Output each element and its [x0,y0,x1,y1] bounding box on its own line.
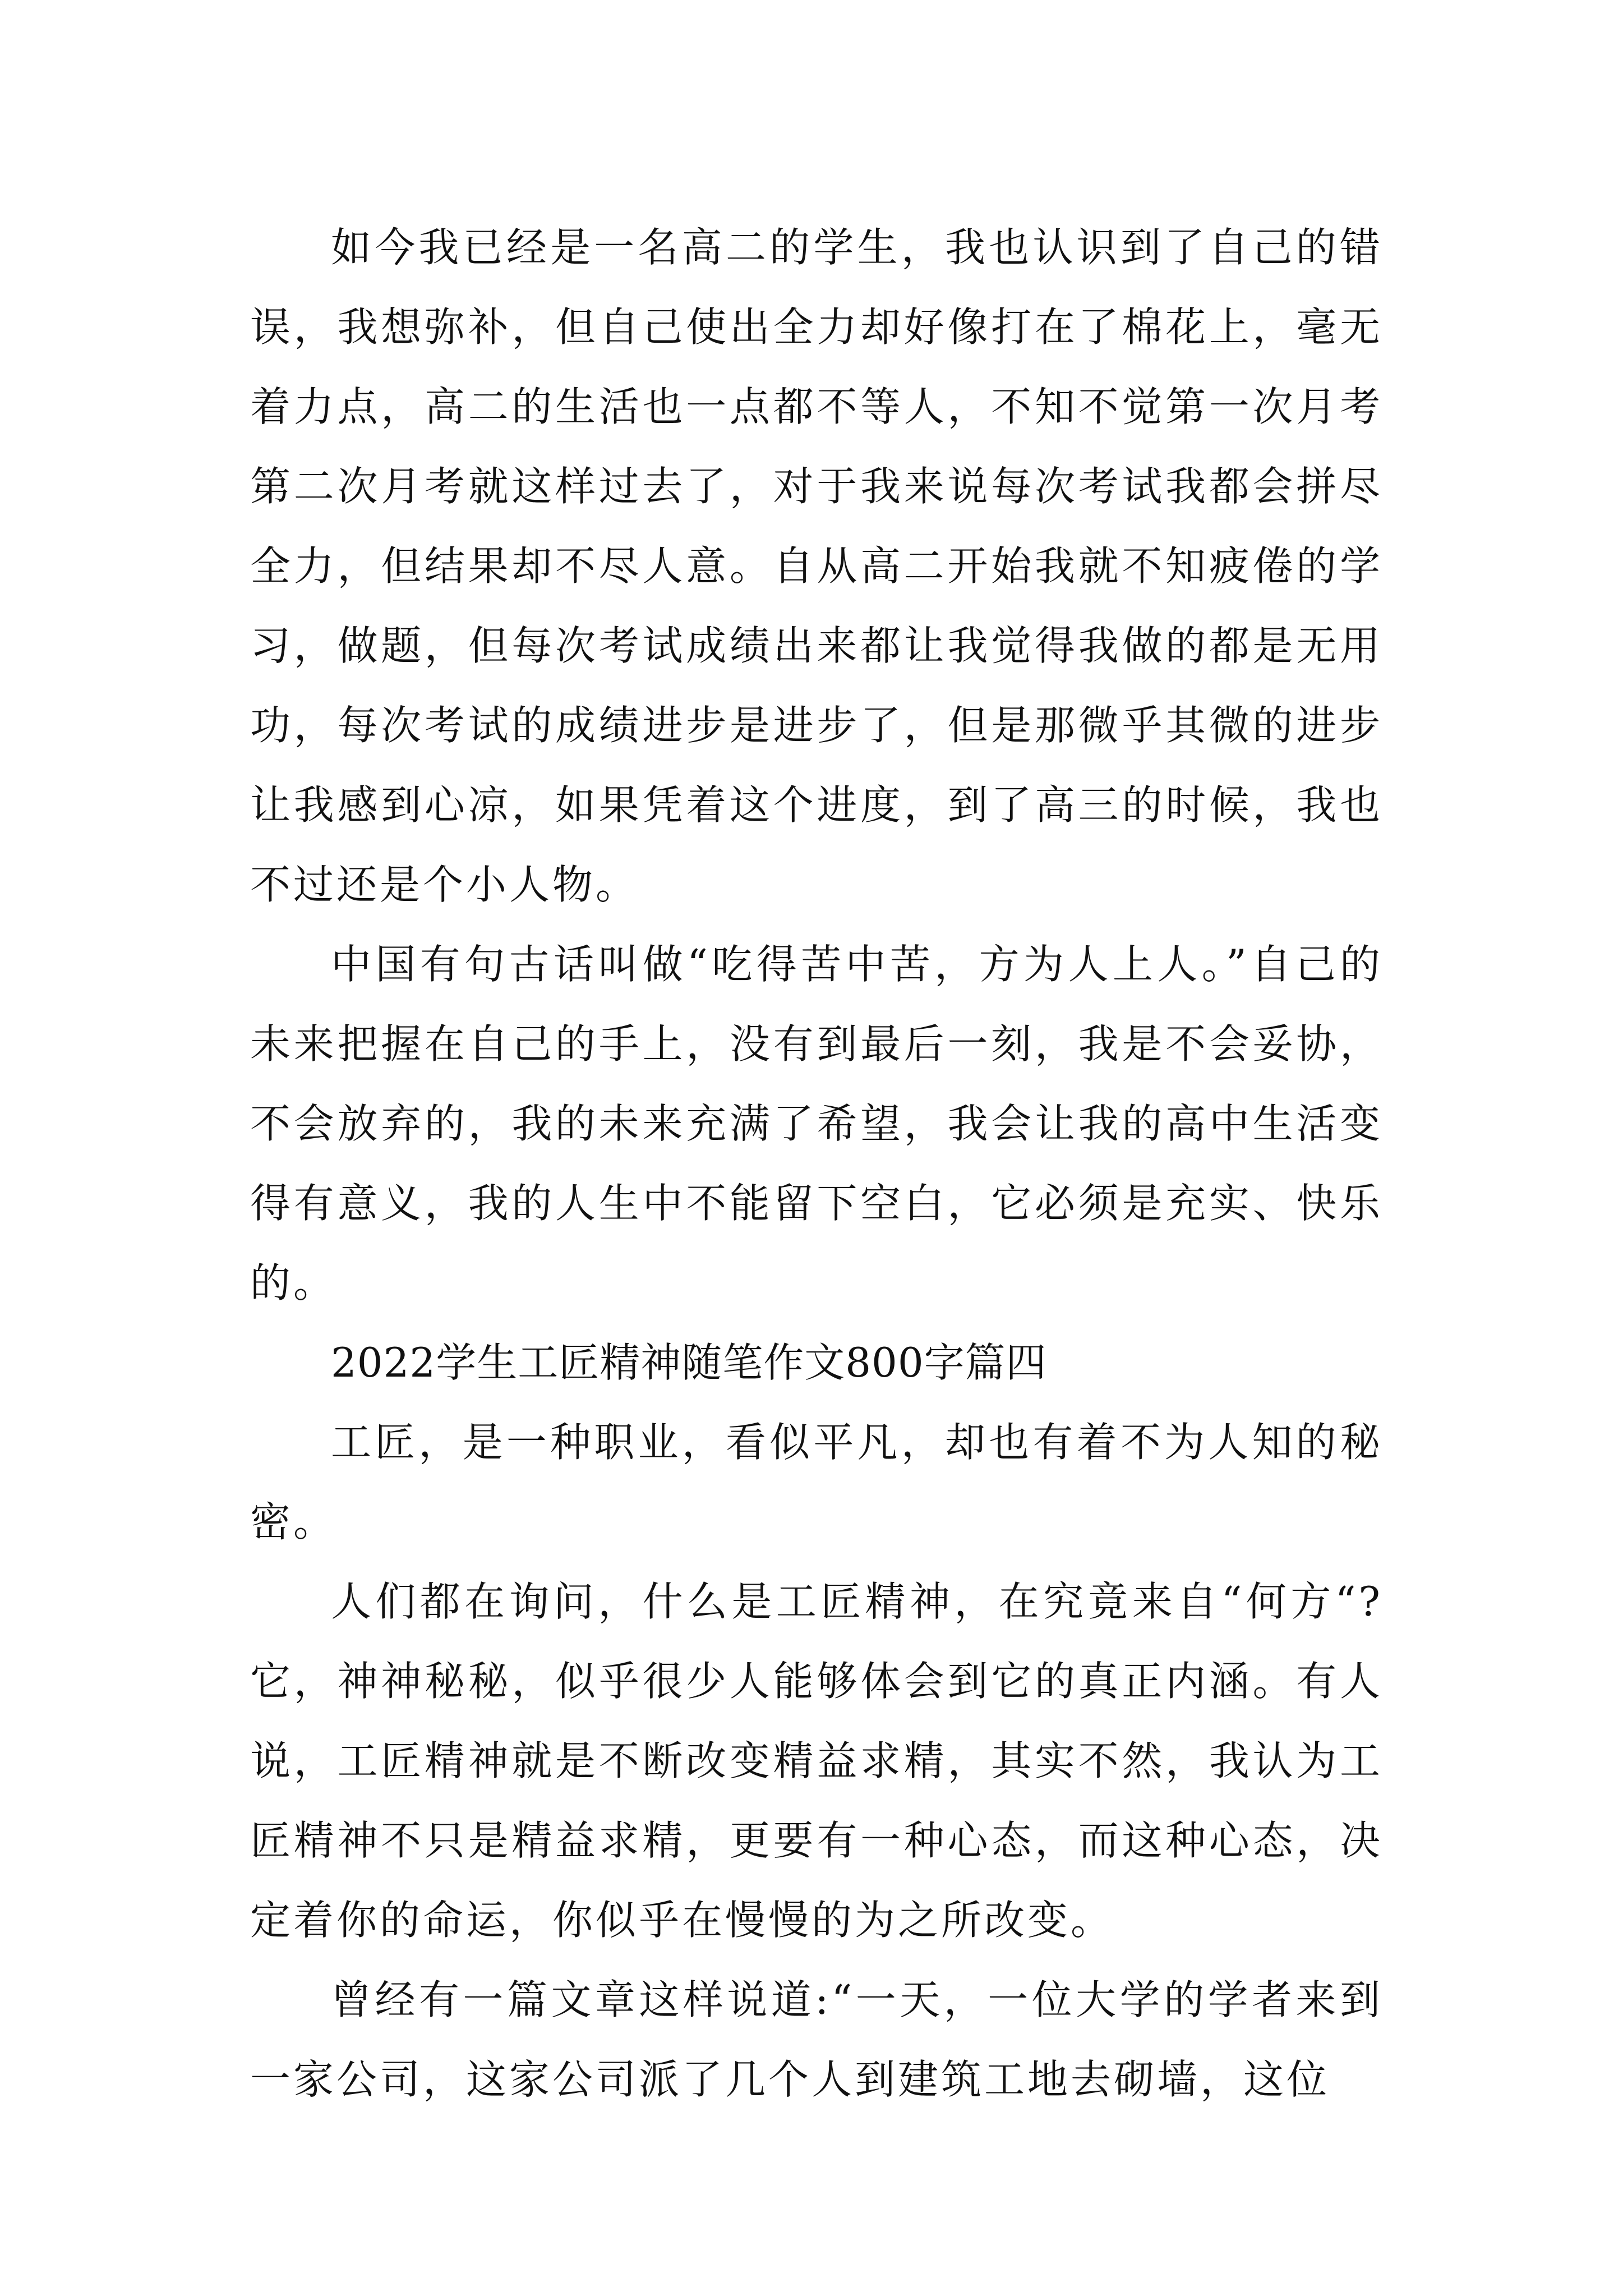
paragraph-2: 中国有句古话叫做“吃得苦中苦，方为人上人。”自己的未来把握在自己的手上，没有到最后一刻，我是不会妥协，不会放弃的，我的未来充满了希望，我会让我的高中生活变得有意义，我的人生中不能留下空白，它必须是充实、快乐的。 [250,941,1383,1306]
paragraph-1: 如今我已经是一名高二的学生，我也认识到了自己的错误，我想弥补，但自己使出全力却好像打在了棉花上，毫无着力点，高二的生活也一点都不等人，不知不觉第一次月考第二次月考就这样过去了，对于我来说每次考试我都会拼尽全力，但结果却不尽人意。自从高二开始我就不知疲倦的学习，做题，但每次考试成绩出来都让我觉得我做的都是无用功，每次考试的成绩进步是进步了，但是那微乎其微的进步让我感到心凉，如果凭着这个进度，到了高三的时候，我也不过还是个小人物。 [250,224,1383,908]
document-body [250,208,1383,2119]
paragraph-5: 曾经有一篇文章这样说道:“一天，一位大学的学者来到一家公司，这家公司派了几个人到建筑工地去砌墙，这位 [250,1976,1383,2103]
paragraph-3: 工匠，是一种职业，看似平凡，却也有着不为人知的秘密。 [250,1419,1383,1545]
paragraph-4: 人们都在询问，什么是工匠精神，在究竟来自“何方“?它，神神秘秘，似乎很少人能够体会到它的真正内涵。有人说，工匠精神就是不断改变精益求精，其实不然，我认为工匠精神不只是精益求精，更要有一种心态，而这种心态，决定着你的命运，你似乎在慢慢的为之所改变。 [250,1578,1383,1944]
section-heading: 2022学生工匠精神随笔作文800字篇四 [331,1339,1047,1386]
